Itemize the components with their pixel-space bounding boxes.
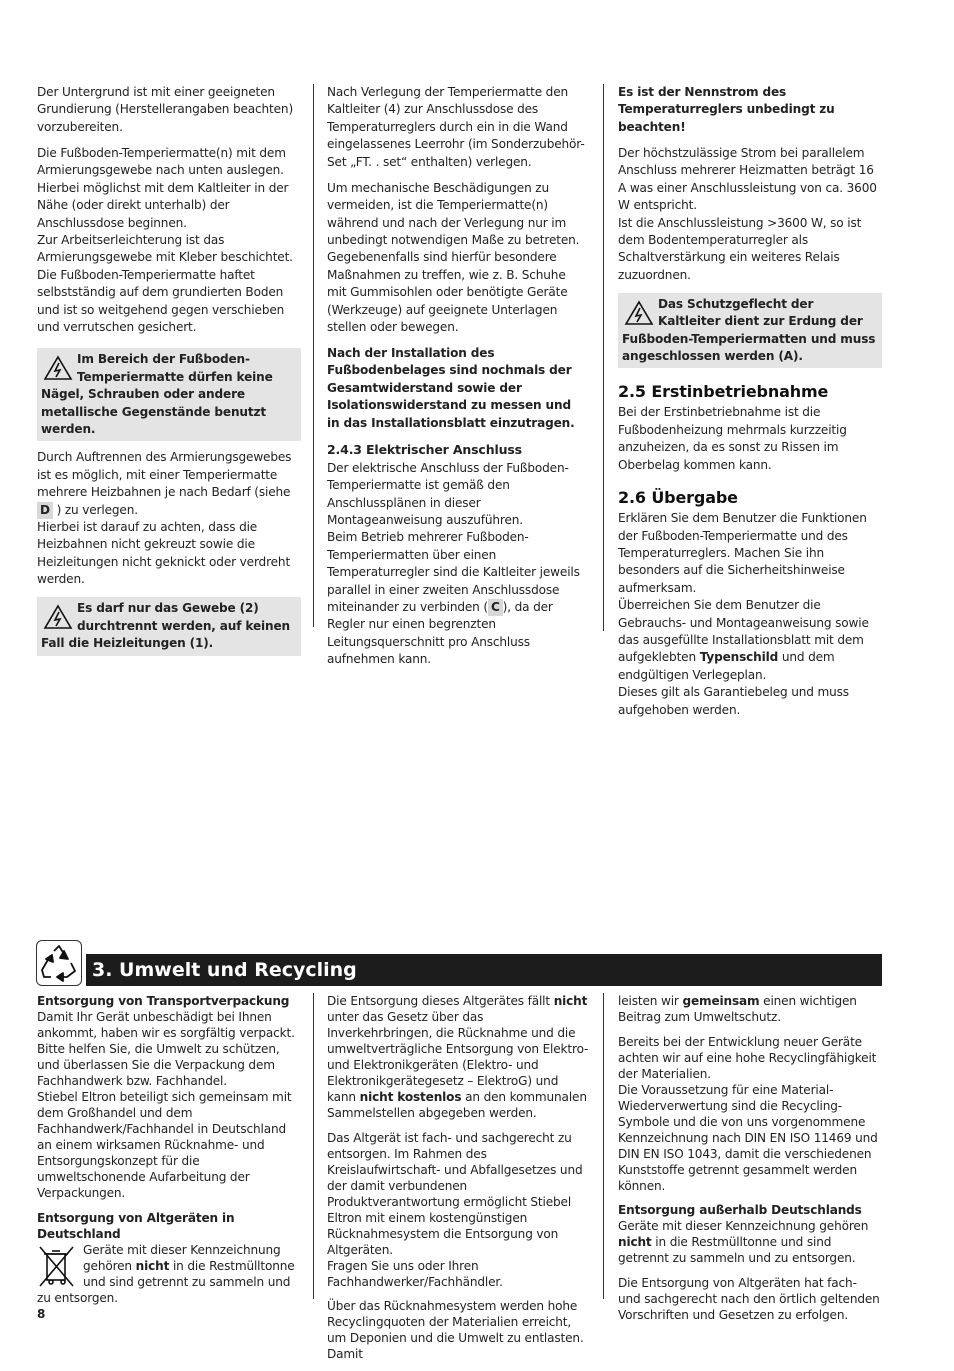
subheading: Entsorgung von Altgeräten in Deutschland xyxy=(37,1210,235,1241)
paragraph: Um mechanische Beschädigungen zu vermeiden, ist die Temperiermatte(n) während und nach der Verlegung nur im unbedingt notwendigen Maße zu betreten. Gegebenenfalls sind hierfür besondere Maßnahmen zu treffen, wie z. B. Schuhe mit Gummisohlen oder benötigte Geräte (Werkzeuge) auf geeignete Unterlagen stellen oder bewegen. xyxy=(327,180,580,334)
paragraph: Über das Rücknahmesystem werden hohe Recyclingquoten der Materialien erreicht, um Deponien und die Umwelt zu entlasten. Damit xyxy=(327,1299,584,1362)
paragraph: Beim Betrieb mehrerer Fußboden-Temperiermatten über einen Temperaturregler sind die Kaltleiter jeweils parallel in einer zweiten Anschlussdose miteinander zu verbinden ( C ), da der Regler nur einen begrenzten Leitungsquerschnitt pro Anschluss aufnehmen kann. xyxy=(327,530,580,667)
paragraph: Die Voraussetzung für eine Material-Wiederverwertung sind die Recycling-Symbole und die von uns vorgenommene Kennzeichnung nach DIN EN ISO 11469 und DIN EN ISO 1043, damit die verschiedenen Kunststoffe getrennt gesammelt werden können. xyxy=(618,1082,878,1193)
warning-text: Es darf nur das Gewebe (2) durchtrennt werden, auf keinen Fall die Heizleitungen (1). xyxy=(41,601,291,651)
page-number: 8 xyxy=(37,1307,46,1321)
top-column-2 xyxy=(327,84,587,677)
section-heading-2-5: 2.5 Erstinbetriebnahme xyxy=(618,382,829,402)
paragraph: Es ist der Nennstrom des Temperaturreglers unbedingt zu beachten! xyxy=(618,85,835,134)
paragraph: Hierbei ist darauf zu achten, dass die Heizbahnen nicht gekreuzt sowie die Heizleitungen nicht geknickt oder verdreht werden. xyxy=(37,520,291,587)
paragraph: Damit Ihr Gerät unbeschädigt bei Ihnen ankommt, haben wir es sorgfältig verpackt. xyxy=(37,1010,295,1040)
paragraph: Nach der Installation des Fußbodenbelages sind nochmals der Gesamtwiderstand sowie der Isolationswiderstand zu messen und in das Installationsblatt einzutragen. xyxy=(327,346,575,430)
paragraph: Zur Arbeitserleichterung ist das Armierungsgewebe mit Kleber beschichtet. Die Fußboden-Temperiermatte haftet selbstständig auf dem grundierten Boden und ist so weitgehend gegen verschieben und verrutschen gesichert. xyxy=(37,232,293,334)
top-column-3 xyxy=(618,84,882,728)
column-divider xyxy=(603,993,604,1299)
subheading: Entsorgung außerhalb Deutschlands xyxy=(618,1203,862,1218)
bottom-column-2 xyxy=(327,993,589,1371)
paragraph: Erklären Sie dem Benutzer die Funktionen der Fußboden-Temperiermatte und des Temperaturreglers. Machen Sie ihn besonders auf die Sicherheitshinweise aufmerksam. xyxy=(618,511,867,595)
paragraph: Bereits bei der Entwicklung neuer Geräte achten wir auf eine hohe Recyclingfähigkeit der Materialien. xyxy=(618,1034,877,1081)
paragraph: Die Entsorgung dieses Altgerätes fällt nicht unter das Gesetz über das Inverkehrbringen, die Rücknahme und die umweltverträgliche Entsorgung von Elektro- und Elektronikgeräten (Elektro- und Elektronikgerätegesetz – ElektroG) und kann nicht kostenlos an den kommunalen Sammelstellen abgegeben werden. xyxy=(327,994,589,1120)
column-divider xyxy=(313,84,314,627)
column-divider xyxy=(313,993,314,1299)
warning-box xyxy=(37,597,301,655)
paragraph: Geräte mit dieser Kennzeichnung gehören nicht in die Restmülltonne und sind getrennt zu sammeln und zu entsorgen. xyxy=(618,1219,869,1266)
warning-text: Im Bereich der Fußboden-Temperiermatte dürfen keine Nägel, Schrauben oder andere metallische Gegenstände benutzt werden. xyxy=(41,352,273,436)
warning-box xyxy=(618,293,882,369)
section-heading-2-6: 2.6 Übergabe xyxy=(618,488,738,508)
subheading: Entsorgung von Transportverpackung xyxy=(37,994,290,1008)
paragraph: Fragen Sie uns oder Ihren Fachhandwerker/Fachhändler. xyxy=(327,1258,503,1289)
paragraph: Dieses gilt als Garantiebeleg und muss aufgehoben werden. xyxy=(618,685,849,717)
paragraph: Die Entsorgung von Altgeräten hat fach- und sachgerecht nach den örtlich geltenden Vorschriften und Gesetzen zu erfolgen. xyxy=(618,1276,880,1323)
warning-box xyxy=(37,348,301,441)
paragraph: Das Altgerät ist fach- und sachgerecht zu entsorgen. Im Rahmen des Kreislaufwirtschaft- und Abfallgesetzes und der damit verbundenen Produktverantwortung ermöglicht Stiebel Eltron mit einem kostengünstigen Rücknahmesystem die Entsorgung von Altgeräten. xyxy=(327,1130,583,1257)
crossed-bin-icon xyxy=(37,1244,77,1288)
paragraph: Nach Verlegung der Temperiermatte den Kaltleiter (4) zur Anschlussdose des Temperaturreglers durch ein in die Wand eingelassenes Leerrohr (im Sonderzubehör-Set „FT. . set“ enthalten) verlegen. xyxy=(327,85,585,169)
paragraph: Ist die Anschlussleistung >3600 W, so ist dem Bodentemperaturregler als Schaltverstärkung ein weiteres Relais zuzuordnen. xyxy=(618,215,862,282)
paragraph: Bei der Erstinbetriebnahme ist die Fußbodenheizung mehrmals kurzzeitig anzuheizen, da es sonst zu Rissen im Oberbelag kommen kann. xyxy=(618,405,847,472)
warning-text: Das Schutzgeflecht der Kaltleiter dient zur Erdung der Fußboden-Temperiermatten und muss angeschlossen werden (A). xyxy=(622,296,876,364)
warning-triangle-icon xyxy=(43,604,73,630)
figure-ref-d: D xyxy=(37,502,53,519)
paragraph: leisten wir gemeinsam einen wichtigen Beitrag zum Umweltschutz. xyxy=(618,994,857,1024)
paragraph: Der höchstzulässige Strom bei parallelem Anschluss mehrerer Heizmatten beträgt 16 A was einer Anschlussleistung von ca. 3600 W entspricht. xyxy=(618,145,877,213)
paragraph: Geräte mit dieser Kennzeichnung gehören nicht in die Restmülltonne und sind getrennt zu sammeln und zu entsorgen. xyxy=(37,1242,295,1305)
warning-triangle-icon xyxy=(624,300,654,326)
section-title: 3. Umwelt und Recycling xyxy=(92,959,357,981)
column-divider xyxy=(603,84,604,631)
figure-ref-c: C xyxy=(488,599,503,616)
warning-triangle-icon xyxy=(43,355,73,381)
bottom-column-1 xyxy=(37,993,301,1314)
paragraph: Der elektrische Anschluss der Fußboden-Temperiermatte ist gemäß den Anschlussplänen in dieser Montageanweisung auszuführen. xyxy=(327,460,569,527)
top-column-1 xyxy=(37,84,301,664)
paragraph: Bitte helfen Sie, die Umwelt zu schützen, und überlassen Sie die Verpackung dem Fachhandwerk bzw. Fachhandel. xyxy=(37,1042,280,1088)
paragraph: Durch Auftrennen des Armierungsgewebes ist es möglich, mit einer Temperiermatte mehrere Heizbahnen je nach Bedarf (siehe D ) zu verlegen. xyxy=(37,449,301,519)
paragraph: Überreichen Sie dem Benutzer die Gebrauchs- und Montageanweisung sowie das ausgefüllte Installationsblatt mit dem aufgeklebten Typenschild und dem endgültigen Verlegeplan. xyxy=(618,598,869,682)
recycle-icon xyxy=(36,940,82,986)
paragraph: Stiebel Eltron beteiligt sich gemeinsam mit dem Großhandel und dem Fachhandwerk/Fachhandel in Deutschland an einem wirksamen Rücknahme- und Entsorgungskonzept für die umweltschonende Aufarbeitung der Verpackungen. xyxy=(37,1090,292,1200)
bottom-column-3 xyxy=(618,993,882,1332)
paragraph: Die Fußboden-Temperiermatte(n) mit dem Armierungsgewebe nach unten auslegen. Hierbei möglichst mit dem Kaltleiter in der Nähe (oder direkt unterhalb) der Anschlussdose beginnen. xyxy=(37,145,289,230)
paragraph: Der Untergrund ist mit einer geeigneten Grundierung (Herstellerangaben beachten) vorzubereiten. xyxy=(37,85,294,134)
subheading: 2.4.3 Elektrischer Anschluss xyxy=(327,441,522,457)
